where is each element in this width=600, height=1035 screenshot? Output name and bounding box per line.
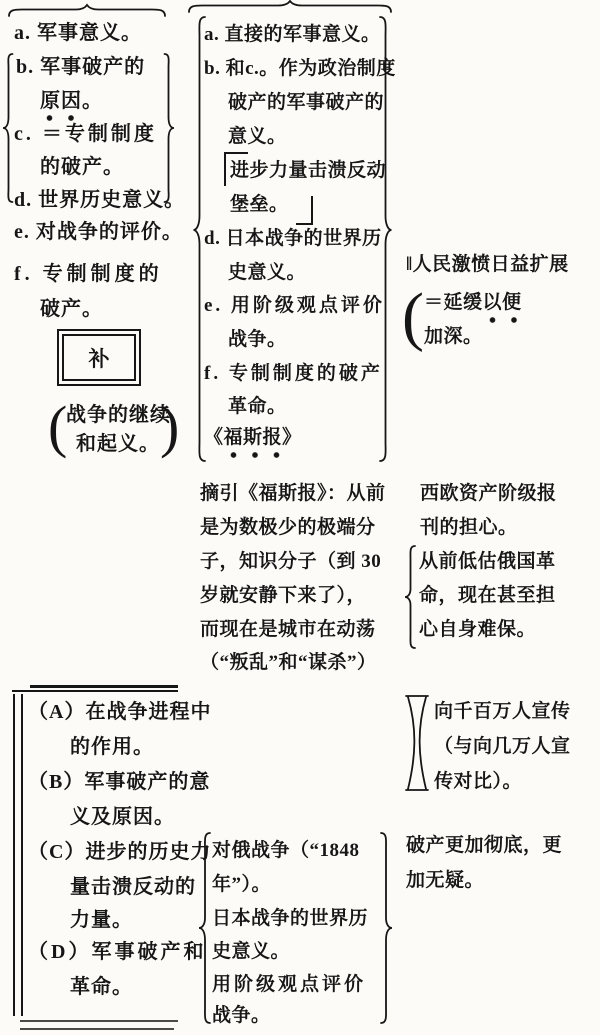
quote-line: 摘引《福斯报》：从前 bbox=[200, 483, 386, 504]
supplement-box-label: 补 bbox=[62, 334, 136, 381]
margin-note-anger bbox=[406, 252, 569, 278]
paren-note-line2: 和起义。 bbox=[76, 433, 160, 455]
inserted-sentence-line2: 堡垒。 bbox=[230, 194, 289, 215]
bottom-mid-line: 日本战争的世界历 bbox=[212, 908, 369, 929]
bottom-right-propaganda: 向千百万人宣传 bbox=[434, 701, 571, 722]
margin-note-delay bbox=[424, 290, 522, 316]
paren-close-glyph: ) bbox=[160, 394, 180, 459]
outline-left-item-d: d. 世界历史意义。 bbox=[14, 189, 186, 211]
insertion-corner-end-mark bbox=[296, 196, 313, 225]
section-divider-thin bbox=[12, 690, 178, 692]
inserted-sentence-line1: 进步力量击溃反动 bbox=[230, 160, 387, 181]
supplement-box bbox=[57, 329, 141, 386]
section-divider-thick bbox=[30, 685, 178, 688]
bottom-mid-line: 年”）。 bbox=[212, 874, 272, 895]
over-brace-middle-column bbox=[188, 0, 392, 14]
outline-mid-item-b-cont2: 意义。 bbox=[228, 126, 287, 147]
left-border-line-outer bbox=[13, 694, 15, 1016]
outline-mid-item-e-cont: 战争。 bbox=[228, 329, 287, 350]
quote-line: （“叛乱”和“谋杀”） bbox=[200, 652, 377, 673]
bottom-item-B: （B）军事破产的意 bbox=[28, 771, 211, 793]
quote-line: 岁就安静下来了）， bbox=[200, 585, 367, 606]
outline-mid-item-b-cont1: 破产的军事破产的 bbox=[228, 92, 385, 113]
journal-name-emphasized: 福斯报 bbox=[224, 425, 283, 451]
outline-left-item-f: f. 专制制度的 bbox=[14, 263, 163, 285]
bottom-item-D: （D）军事破产和 bbox=[28, 941, 207, 963]
bottom-item-C: （C）进步的历史力 bbox=[28, 841, 212, 863]
outline-left-item-f-cont: 破产。 bbox=[40, 298, 103, 320]
outline-left-item-b-cont bbox=[40, 88, 103, 114]
outline-left-item-c: c. ＝专制制度 bbox=[14, 123, 157, 145]
bottom-right-propaganda: （与向几万人宣 bbox=[434, 736, 571, 757]
paren-note-line1: 战争的继续 bbox=[66, 404, 171, 426]
bottom-item-B-cont: 义及原因。 bbox=[70, 806, 175, 828]
quote-line: 而现在是城市在动荡 bbox=[200, 619, 376, 640]
outline-mid-item-f: f. 专制制度的破产 bbox=[204, 363, 383, 384]
margin-note-delay-cont: 加深。 bbox=[424, 326, 483, 347]
bottom-item-C-cont1: 量击溃反动的 bbox=[70, 876, 196, 898]
bottom-double-rule-1 bbox=[20, 1020, 178, 1022]
margin-note-press-worry1: 西欧资产阶级报 bbox=[420, 483, 557, 504]
curly-brace-left-note bbox=[404, 545, 417, 649]
emphasized-word: 原因 bbox=[40, 90, 82, 112]
bottom-mid-line: 对俄战争（“1848 bbox=[212, 840, 360, 861]
outline-mid-item-d-cont: 史意义。 bbox=[228, 262, 307, 283]
bottom-right-bankruptcy: 破产更加彻底，更 bbox=[406, 835, 563, 856]
bottom-right-propaganda: 传对比）。 bbox=[434, 771, 523, 792]
left-border-line-inner bbox=[21, 694, 23, 1016]
emphasized-word: 以便 bbox=[483, 290, 522, 316]
outline-left-item-b: b. 军事破产的 bbox=[16, 56, 146, 78]
margin-note-underrate3: 心自身难保。 bbox=[419, 619, 537, 640]
curly-brace-left-bc bbox=[2, 53, 14, 203]
outline-mid-item-b: b. 和c.。作为政治制度 bbox=[204, 58, 396, 79]
double-bar-icon: ‖ bbox=[406, 254, 413, 275]
bottom-item-C-cont2: 力量。 bbox=[70, 909, 133, 931]
margin-note-delay-pre: ＝延缓 bbox=[424, 292, 483, 313]
bottom-right-bankruptcy: 加无疑。 bbox=[406, 870, 485, 891]
bottom-mid-line: 史意义。 bbox=[212, 941, 291, 962]
outline-mid-item-e: e. 用阶级观点评价 bbox=[204, 295, 385, 316]
curly-brace-right-bottom-middle bbox=[379, 832, 393, 1024]
quote-line: 子，知识分子（到 30 bbox=[200, 551, 382, 572]
outline-left-item-a: a. 军事意义。 bbox=[14, 22, 142, 44]
bottom-item-D-cont: 革命。 bbox=[70, 976, 133, 998]
bottom-double-rule-2 bbox=[20, 1028, 174, 1030]
margin-note-anger-text: 人民激愤日益扩展 bbox=[412, 254, 569, 275]
outline-mid-item-a: a. 直接的军事意义。 bbox=[204, 24, 381, 45]
bottom-mid-line: 战争。 bbox=[212, 1005, 271, 1026]
journal-title bbox=[204, 425, 302, 451]
outline-mid-item-f-cont: 革命。 bbox=[228, 396, 287, 417]
margin-note-underrate2: 命，现在甚至担 bbox=[419, 585, 556, 606]
outline-left-item-e: e. 对战争的评价。 bbox=[14, 221, 183, 243]
journal-bracket-open: 《 bbox=[204, 427, 224, 448]
outline-left-item-c-cont: 的破产。 bbox=[40, 156, 124, 178]
hourglass-mark-icon bbox=[404, 694, 430, 792]
bottom-item-A-cont: 的作用。 bbox=[70, 736, 154, 758]
over-brace-left-column bbox=[8, 4, 166, 18]
journal-bracket-close: 》 bbox=[282, 427, 302, 448]
margin-note-press-worry2: 刊的担心。 bbox=[420, 517, 518, 538]
bottom-item-A: （A）在战争进程中 bbox=[28, 701, 212, 723]
outline-mid-item-d: d. 日本战争的世界历 bbox=[204, 228, 382, 249]
punctuation: 。 bbox=[82, 90, 103, 112]
curly-brace-left-bottom-middle bbox=[198, 832, 212, 1024]
curly-brace-right-bc bbox=[163, 53, 175, 203]
bottom-mid-line: 用阶级观点评价 bbox=[212, 974, 367, 995]
paren-open-glyph: ( bbox=[402, 280, 424, 353]
margin-note-underrate1: 从前低估俄国革 bbox=[419, 551, 556, 572]
paren-open-glyph: ( bbox=[48, 394, 68, 459]
quote-line: 是为数极少的极端分 bbox=[200, 517, 376, 538]
